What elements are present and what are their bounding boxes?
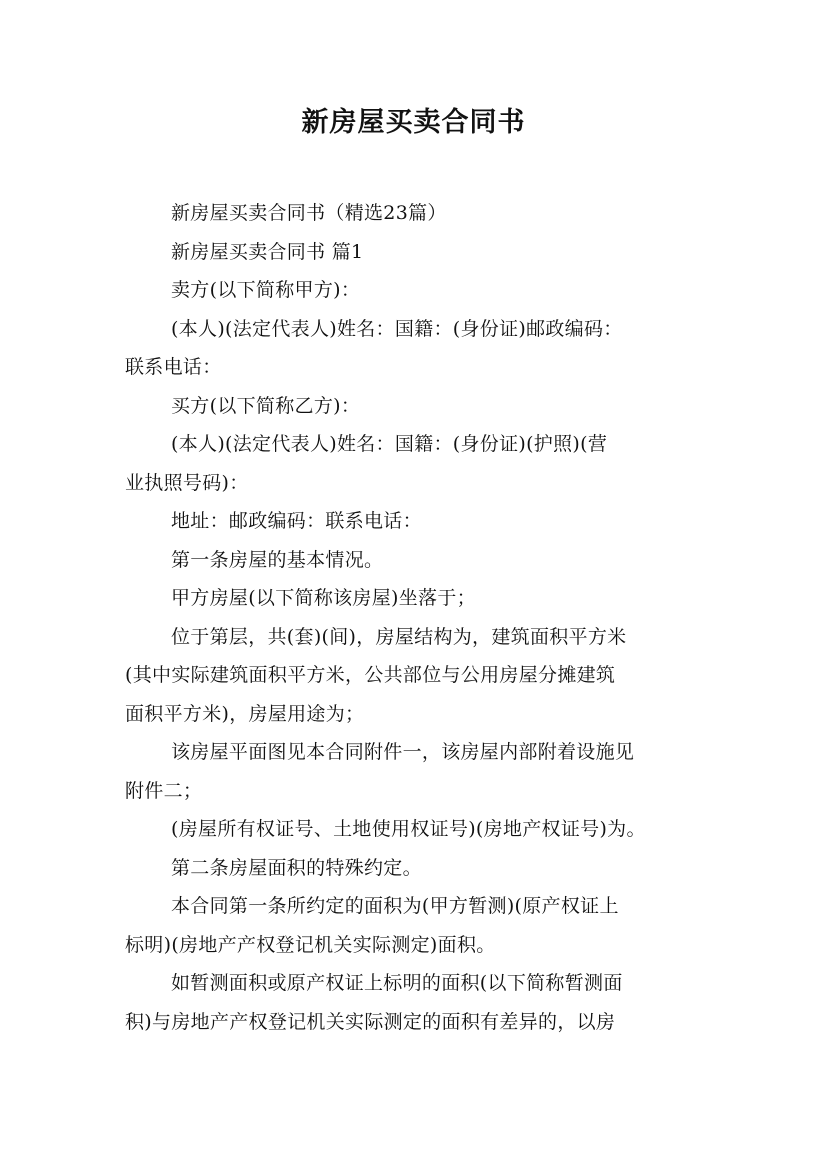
paragraph-line: 买方(以下简称乙方)： [171,394,361,417]
paragraph-line: 甲方房屋(以下简称该房屋)坐落于； [171,587,476,609]
paragraph-certificates [125,810,715,849]
paragraph-seller-details [125,310,715,387]
paragraph-area-agreement [125,887,715,964]
paragraph-line: 第一条房屋的基本情况。 [171,548,384,571]
paragraph-section-heading [125,233,715,272]
paragraph-subtitle [125,194,715,233]
paragraph-line: 地址：邮政编码：联系电话： [171,510,422,532]
paragraph-buyer-details [125,425,715,502]
paragraph-line: (本人)(法定代表人)姓名：国籍：(身份证)邮政编码： [171,317,623,340]
paragraph-article-1 [125,541,715,580]
paragraph-line: 该房屋平面图见本合同附件一，该房屋内部附着设施见 [171,741,635,763]
paragraph-line: (本人)(法定代表人)姓名：国籍：(身份证)(护照)(营 [171,433,608,455]
paragraph-line: 业执照号码)： [125,471,249,494]
paragraph-address [125,502,715,541]
paragraph-line: 新房屋买卖合同书 篇1 [171,240,364,263]
paragraph-property-location [125,579,715,618]
paragraph-floor-plan [125,733,715,810]
paragraph-line: 附件二； [125,779,203,802]
document-title: 新房屋买卖合同书 [301,107,526,138]
paragraph-line: 如暂测面积或原产权证上标明的面积(以下简称暂测面 [171,972,623,994]
paragraph-line: 积)与房地产产权登记机关实际测定的面积有差异的，以房 [125,1010,616,1033]
paragraph-line: 联系电话： [125,356,222,378]
document-body [125,194,715,1041]
paragraph-line: 面积平方米)，房屋用途为； [125,702,365,725]
paragraph-article-2 [125,849,715,888]
paragraph-area-difference [125,964,715,1041]
paragraph-property-structure [125,618,715,734]
paragraph-line: 第二条房屋面积的特殊约定。 [171,856,422,879]
paragraph-line: 卖方(以下简称甲方)： [171,279,361,301]
paragraph-buyer-heading [125,387,715,426]
paragraph-line: 新房屋买卖合同书（精选23篇） [171,202,447,224]
paragraph-line: 位于第层，共(套)(间)，房屋结构为，建筑面积平方米 [171,625,627,648]
paragraph-line: (其中实际建筑面积平方米，公共部位与公用房屋分摊建筑 [125,664,616,686]
paragraph-seller-heading [125,271,715,310]
paragraph-line: 标明)(房地产产权登记机关实际测定)面积。 [125,933,496,956]
paragraph-line: 本合同第一条所约定的面积为(甲方暂测)(原产权证上 [171,895,619,917]
paragraph-line: (房屋所有权证号、土地使用权证号)(房地产权证号)为。 [171,818,646,840]
